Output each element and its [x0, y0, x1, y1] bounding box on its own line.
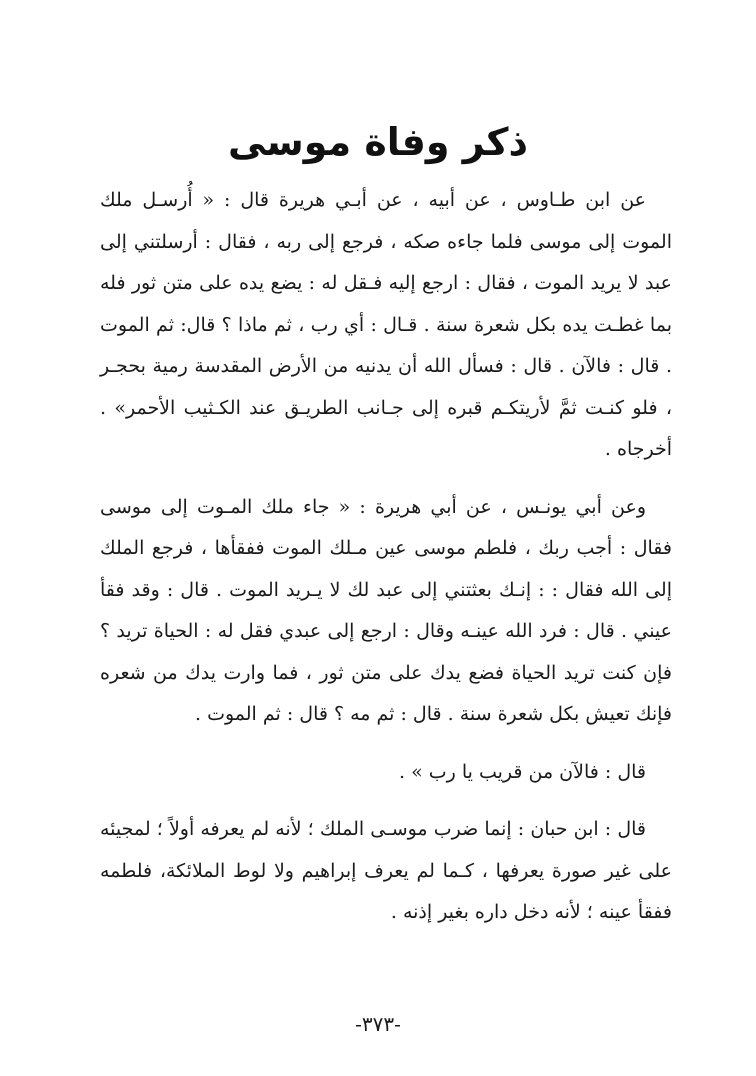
paragraph-1: عن ابن طـاوس ، عن أبيه ، عن أبـي هريرة قال : « أُرسـل ملك الموت إلى موسى فلما جاءه صكه ، فرجع إلى ربه ، فقال : أرسلتني إلى عبد لا يريد الموت ، فقال : ارجع إليه فـقل له : يضع يده على متن ثور فله بما غطـت يده بكل شعرة سنة . قـال : أي رب ، ثم ماذا ؟ قال: ثم الموت . قال : فالآن . قال : فسأل الله أن يدنيه من الأرض المقدسة رمية بحجـر ، فلو كنـت ثمَّ لأريتكـم قبره إلى جـانب الطريـق عند الكـثيب الأحمر» . أخرجاه .: [100, 189, 672, 460]
body-text: [100, 180, 672, 934]
chapter-title: ذكر وفاة موسى: [227, 120, 529, 164]
paragraph-2: وعن أبي يونـس ، عن أبي هريرة : « جاء ملك المـوت إلى موسى فقال : أجب ربك ، فلطم موسى عين مـلك الموت ففقأها ، فرجع الملك إلى الله فقال : : إنـك بعثتني إلى عبد لك لا يـريد الموت . قال : وقد فقأ عيني . قال : فرد الله عينـه وقال : ارجع إلى عبدي فقل له : الحياة تريد ؟ فإن كنت تريد الحياة فضع يدك على متن ثور ، فما وارت يدك من شعره فإنك تعيش بكل شعرة سنة . قال : ثم مه ؟ قال : ثم الموت .: [100, 495, 672, 725]
paragraph-4: قال : ابن حبان : إنما ضرب موسـى الملك ؛ لأنه لم يعرفه أولاً ؛ لمجيئه على غير صورة يعرفها ، كـما لم يعرف إبراهيم ولا لوط الملائكة، فلطمه ففقأ عينه ؛ لأنه دخل داره بغير إذنه .: [100, 818, 672, 923]
paragraph-3: قال : فالآن من قريب يا رب » .: [398, 760, 646, 783]
page-number: -٣٧٣-: [355, 1012, 401, 1036]
